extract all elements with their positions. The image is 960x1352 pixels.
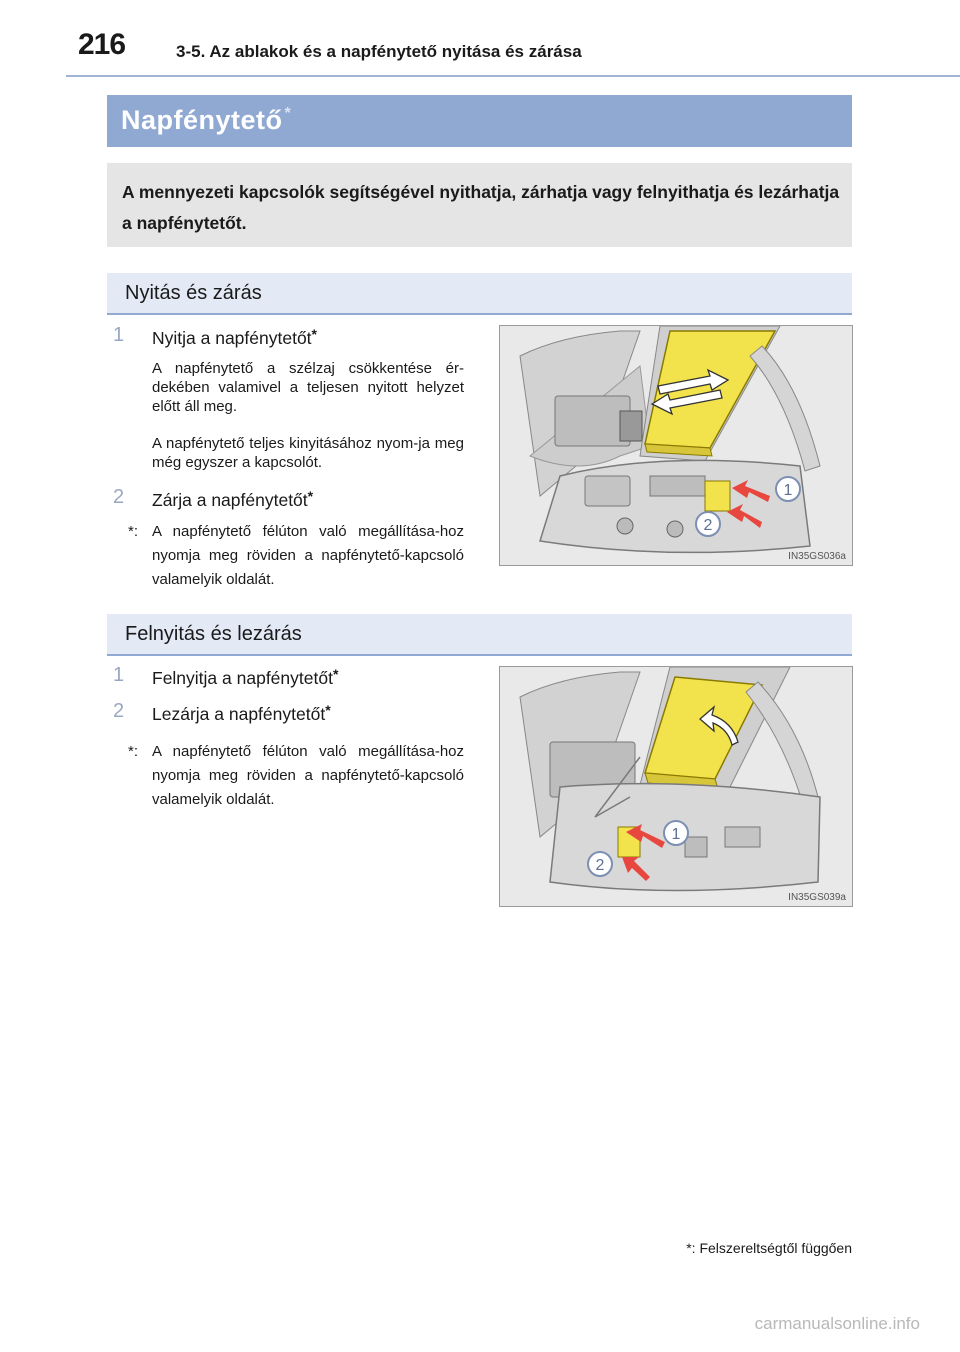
title-star: * [284, 105, 292, 122]
page-title-text: Napfénytető [121, 105, 283, 135]
running-head: 3-5. Az ablakok és a napfénytető nyitása és zárása [176, 42, 582, 61]
callout-1: 1 [783, 482, 793, 499]
note [128, 740, 468, 818]
note-text: A napfénytető félúton való megállítása-hoz nyomja meg röviden a napfénytető-kapcsoló valamelyik oldalát. [152, 523, 464, 588]
item-label-text: Nyitja a napfénytetőt [152, 328, 312, 348]
item-number: 1 [113, 324, 125, 346]
section-heading: Nyitás és zárás [125, 282, 262, 304]
intro-box [107, 163, 852, 247]
item-label-text: Zárja a napfénytetőt [152, 490, 308, 510]
intro-text: A mennyezeti kapcsolók segítségével nyithatja, zárhatja vagy felnyithatja és lezárhatja a napfénytetőt. [122, 182, 840, 233]
title-bar [107, 95, 852, 147]
item-label [152, 326, 317, 349]
star-mark: * [307, 488, 314, 504]
note-mark: *: [128, 743, 139, 760]
paragraph: A napfénytető teljes kinyitásához nyom-ja meg még egyszer a kapcsolót. [152, 435, 464, 471]
footnote: *: Felszereltségtől függően [686, 1240, 852, 1256]
figure-illustration [500, 667, 852, 906]
callout-1: 1 [671, 826, 681, 843]
note-mark: *: [128, 523, 139, 540]
item-label-text: Lezárja a napfénytetőt [152, 704, 326, 724]
item-number: 2 [113, 700, 125, 722]
item-label-text: Felnyitja a napfénytetőt [152, 668, 333, 688]
paragraph: A napfénytető a szélzaj csökkentése ér-dekében valamivel a teljesen nyitott helyzet előtt áll meg. [152, 360, 464, 415]
figure-code: IN35GS036a [788, 551, 846, 562]
note-text: A napfénytető félúton való megállítása-hoz nyomja meg röviden a napfénytető-kapcsoló valamelyik oldalát. [152, 743, 464, 808]
header-rule [66, 75, 960, 77]
item-label [152, 488, 313, 511]
sunroof-tilt-figure [499, 666, 853, 907]
item-number: 1 [113, 664, 125, 686]
page-number: 216 [78, 28, 126, 61]
note [128, 520, 468, 598]
star-mark: * [332, 666, 339, 682]
callout-2: 2 [703, 517, 713, 534]
section-header-tilt [107, 614, 852, 656]
item-label [152, 702, 331, 725]
figure-code: IN35GS039a [788, 892, 846, 903]
star-mark: * [311, 326, 317, 342]
sunroof-open-close-figure [499, 325, 853, 566]
star-mark: * [325, 702, 331, 718]
page-title [121, 105, 291, 136]
section-heading: Felnyitás és lezárás [125, 623, 302, 645]
watermark: carmanualsonline.info [754, 1314, 920, 1333]
item-number: 2 [113, 486, 125, 508]
section-header-open-close [107, 273, 852, 315]
figure-illustration [500, 326, 852, 565]
callout-2: 2 [595, 857, 605, 874]
item-label [152, 666, 338, 689]
